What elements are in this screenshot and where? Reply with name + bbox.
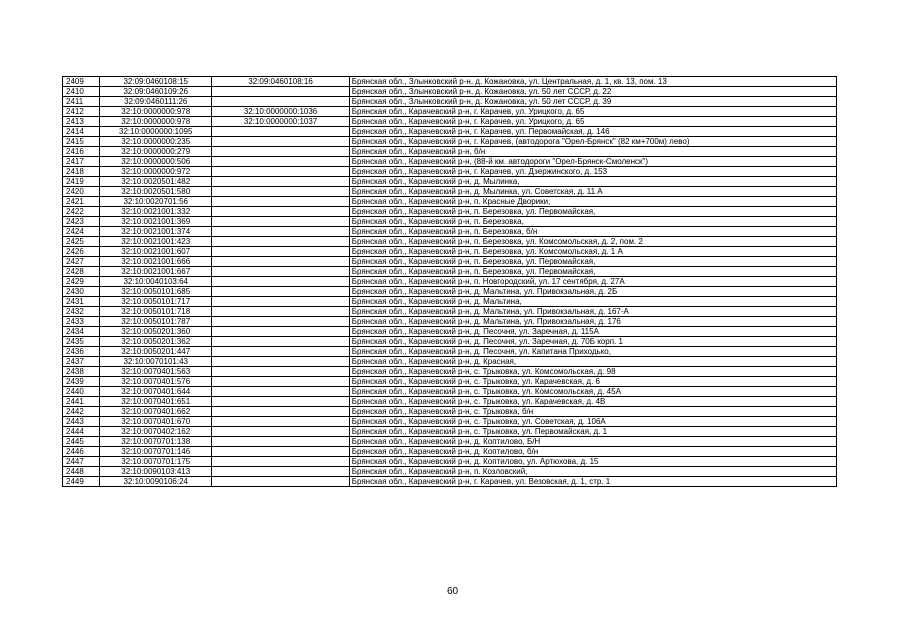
address-cell: Брянская обл., Карачевский р-н, п. Березовка, ул. Первомайская, <box>349 257 836 267</box>
cadastral-number-cell: 32:10:0050101:685 <box>100 287 212 297</box>
cadastral-number-cell: 32:10:0070401:651 <box>100 397 212 407</box>
table-row <box>63 427 837 437</box>
cadastral-number-cell: 32:10:0090106:24 <box>100 477 212 487</box>
cadastral-number-cell: 32:10:0021001:666 <box>100 257 212 267</box>
address-cell: Брянская обл., Карачевский р-н, б/н <box>349 147 836 157</box>
table-row <box>63 337 837 347</box>
table-row <box>63 317 837 327</box>
related-cadastral-number-cell <box>212 237 349 247</box>
row-number-cell: 2429 <box>63 277 100 287</box>
table-row <box>63 147 837 157</box>
table-row <box>63 417 837 427</box>
row-number-cell: 2443 <box>63 417 100 427</box>
address-cell: Брянская обл., Карачевский р-н, г. Карачев, ул. Урицкого, д. 65 <box>349 107 836 117</box>
table-body <box>63 77 837 487</box>
row-number-cell: 2409 <box>63 77 100 87</box>
address-cell: Брянская обл., Злынковский р-н, д. Кожановка, ул. 50 лет СССР, д. 39 <box>349 97 836 107</box>
related-cadastral-number-cell <box>212 467 349 477</box>
cadastral-number-cell: 32:10:0021001:369 <box>100 217 212 227</box>
row-number-cell: 2420 <box>63 187 100 197</box>
cadastral-number-cell: 32:10:0070401:644 <box>100 387 212 397</box>
cadastral-number-cell: 32:09:0460108:15 <box>100 77 212 87</box>
address-cell: Брянская обл., Карачевский р-н, г. Карачев, ул. Везовская, д. 1, стр. 1 <box>349 477 836 487</box>
related-cadastral-number-cell <box>212 347 349 357</box>
table-row <box>63 467 837 477</box>
address-cell: Брянская обл., Карачевский р-н, д. Коптилово, ул. Артюхова, д. 15 <box>349 457 836 467</box>
cadastral-number-cell: 32:10:0070402:162 <box>100 427 212 437</box>
row-number-cell: 2431 <box>63 297 100 307</box>
table-row <box>63 107 837 117</box>
address-cell: Брянская обл., Карачевский р-н, п. Березовка, б/н <box>349 227 836 237</box>
address-cell: Брянская обл., Карачевский р-н, с. Трыковка, б/н <box>349 407 836 417</box>
related-cadastral-number-cell <box>212 437 349 447</box>
row-number-cell: 2418 <box>63 167 100 177</box>
row-number-cell: 2430 <box>63 287 100 297</box>
address-cell: Брянская обл., Карачевский р-н, д. Мальтина, <box>349 297 836 307</box>
cadastral-number-cell: 32:10:0070401:563 <box>100 367 212 377</box>
table-row <box>63 307 837 317</box>
table-row <box>63 407 837 417</box>
related-cadastral-number-cell <box>212 267 349 277</box>
related-cadastral-number-cell <box>212 217 349 227</box>
related-cadastral-number-cell <box>212 447 349 457</box>
table-row <box>63 457 837 467</box>
row-number-cell: 2440 <box>63 387 100 397</box>
address-cell: Брянская обл., Карачевский р-н, д. Песочня, ул. Заречная, д. 70Б корп. 1 <box>349 337 836 347</box>
table-row <box>63 267 837 277</box>
table-row <box>63 187 837 197</box>
related-cadastral-number-cell <box>212 97 349 107</box>
table-row <box>63 167 837 177</box>
address-cell: Брянская обл., Карачевский р-н, д. Мальтина, ул. Привокзальная, д. 167-А <box>349 307 836 317</box>
related-cadastral-number-cell: 32:09:0460108:16 <box>212 77 349 87</box>
table-row <box>63 447 837 457</box>
table-row <box>63 237 837 247</box>
address-cell: Брянская обл., Карачевский р-н, п. Козловский, <box>349 467 836 477</box>
row-number-cell: 2438 <box>63 367 100 377</box>
cadastral-number-cell: 32:10:0050201:447 <box>100 347 212 357</box>
cadastral-number-cell: 32:09:0460111:26 <box>100 97 212 107</box>
row-number-cell: 2432 <box>63 307 100 317</box>
address-cell: Брянская обл., Карачевский р-н, г. Карачев, (автодорога "Орел-Брянск" (82 км+700м) лево) <box>349 137 836 147</box>
row-number-cell: 2416 <box>63 147 100 157</box>
row-number-cell: 2446 <box>63 447 100 457</box>
row-number-cell: 2425 <box>63 237 100 247</box>
row-number-cell: 2410 <box>63 87 100 97</box>
row-number-cell: 2433 <box>63 317 100 327</box>
cadastral-number-cell: 32:10:0050201:362 <box>100 337 212 347</box>
related-cadastral-number-cell <box>212 227 349 237</box>
related-cadastral-number-cell <box>212 477 349 487</box>
cadastral-number-cell: 32:10:0000000:972 <box>100 167 212 177</box>
table-row <box>63 297 837 307</box>
table-row <box>63 477 837 487</box>
cadastral-number-cell: 32:10:0000000:279 <box>100 147 212 157</box>
address-cell: Брянская обл., Карачевский р-н, д. Мылинка, ул. Советская, д. 11 А <box>349 187 836 197</box>
row-number-cell: 2434 <box>63 327 100 337</box>
table-row <box>63 367 837 377</box>
cadastral-number-cell: 32:10:0090103:413 <box>100 467 212 477</box>
related-cadastral-number-cell <box>212 327 349 337</box>
row-number-cell: 2426 <box>63 247 100 257</box>
row-number-cell: 2428 <box>63 267 100 277</box>
related-cadastral-number-cell <box>212 337 349 347</box>
related-cadastral-number-cell <box>212 157 349 167</box>
address-cell: Брянская обл., Карачевский р-н, п. Березовка, <box>349 217 836 227</box>
row-number-cell: 2415 <box>63 137 100 147</box>
cadastral-number-cell: 32:10:0021001:667 <box>100 267 212 277</box>
table-row <box>63 347 837 357</box>
row-number-cell: 2412 <box>63 107 100 117</box>
page-number: 60 <box>446 586 459 597</box>
row-number-cell: 2419 <box>63 177 100 187</box>
row-number-cell: 2441 <box>63 397 100 407</box>
table-row <box>63 277 837 287</box>
address-cell: Брянская обл., Злынковский р-н, д. Кожановка, ул. Центральная, д. 1, кв. 13, пом. 13 <box>349 77 836 87</box>
related-cadastral-number-cell <box>212 307 349 317</box>
related-cadastral-number-cell <box>212 387 349 397</box>
address-cell: Брянская обл., Карачевский р-н, п. Березовка, ул. Первомайская, <box>349 207 836 217</box>
address-cell: Брянская обл., Карачевский р-н, д. Красная, <box>349 357 836 367</box>
related-cadastral-number-cell <box>212 167 349 177</box>
related-cadastral-number-cell <box>212 147 349 157</box>
related-cadastral-number-cell <box>212 87 349 97</box>
related-cadastral-number-cell <box>212 247 349 257</box>
cadastral-number-cell: 32:10:0020701:56 <box>100 197 212 207</box>
address-cell: Брянская обл., Карачевский р-н, с. Трыковка, ул. Первомайская, д. 1 <box>349 427 836 437</box>
row-number-cell: 2424 <box>63 227 100 237</box>
address-cell: Брянская обл., Карачевский р-н, д. Коптилово, б/н <box>349 447 836 457</box>
address-cell: Брянская обл., Карачевский р-н, г. Карачев, ул. Урицкого, д. 65 <box>349 117 836 127</box>
related-cadastral-number-cell <box>212 257 349 267</box>
row-number-cell: 2414 <box>63 127 100 137</box>
cadastral-number-cell: 32:10:0000000:506 <box>100 157 212 167</box>
table-row <box>63 117 837 127</box>
related-cadastral-number-cell <box>212 407 349 417</box>
related-cadastral-number-cell: 32:10:0000000:1036 <box>212 107 349 117</box>
table-row <box>63 137 837 147</box>
cadastral-number-cell: 32:10:0050101:718 <box>100 307 212 317</box>
related-cadastral-number-cell <box>212 357 349 367</box>
related-cadastral-number-cell <box>212 317 349 327</box>
related-cadastral-number-cell <box>212 137 349 147</box>
table-row <box>63 377 837 387</box>
table-row <box>63 227 837 237</box>
table-row <box>63 327 837 337</box>
cadastral-number-cell: 32:10:0000000:1095 <box>100 127 212 137</box>
row-number-cell: 2447 <box>63 457 100 467</box>
cadastral-number-cell: 32:10:0070401:576 <box>100 377 212 387</box>
cadastral-number-cell: 32:10:0050101:787 <box>100 317 212 327</box>
address-cell: Брянская обл., Карачевский р-н, п. Березовка, ул. Комсомольская, д. 2, пом. 2 <box>349 237 836 247</box>
table-row <box>63 387 837 397</box>
row-number-cell: 2439 <box>63 377 100 387</box>
cadastral-number-cell: 32:09:0460109:26 <box>100 87 212 97</box>
cadastral-number-cell: 32:10:0070701:175 <box>100 457 212 467</box>
table-row <box>63 177 837 187</box>
row-number-cell: 2411 <box>63 97 100 107</box>
related-cadastral-number-cell: 32:10:0000000:1037 <box>212 117 349 127</box>
cadastral-number-cell: 32:10:0021001:423 <box>100 237 212 247</box>
cadastral-number-cell: 32:10:0000000:978 <box>100 107 212 117</box>
cadastral-number-cell: 32:10:0050101:717 <box>100 297 212 307</box>
table-row <box>63 157 837 167</box>
cadastral-number-cell: 32:10:0070701:138 <box>100 437 212 447</box>
cadastral-number-cell: 32:10:0000000:235 <box>100 137 212 147</box>
address-cell: Брянская обл., Карачевский р-н, с. Трыковка, ул. Комсомольская, д. 45А <box>349 387 836 397</box>
related-cadastral-number-cell <box>212 127 349 137</box>
cadastral-number-cell: 32:10:0050201:360 <box>100 327 212 337</box>
row-number-cell: 2422 <box>63 207 100 217</box>
row-number-cell: 2435 <box>63 337 100 347</box>
cadastral-number-cell: 32:10:0021001:374 <box>100 227 212 237</box>
related-cadastral-number-cell <box>212 397 349 407</box>
address-cell: Брянская обл., Карачевский р-н, г. Карачев, ул. Первомайская, д. 146 <box>349 127 836 137</box>
address-cell: Брянская обл., Карачевский р-н, с. Трыковка, ул. Карачевская, д. 6 <box>349 377 836 387</box>
row-number-cell: 2417 <box>63 157 100 167</box>
cadastral-number-cell: 32:10:0000000:978 <box>100 117 212 127</box>
cadastral-number-cell: 32:10:0020501:482 <box>100 177 212 187</box>
related-cadastral-number-cell <box>212 427 349 437</box>
table-row <box>63 87 837 97</box>
related-cadastral-number-cell <box>212 287 349 297</box>
row-number-cell: 2421 <box>63 197 100 207</box>
related-cadastral-number-cell <box>212 207 349 217</box>
row-number-cell: 2413 <box>63 117 100 127</box>
related-cadastral-number-cell <box>212 377 349 387</box>
related-cadastral-number-cell <box>212 367 349 377</box>
address-cell: Брянская обл., Карачевский р-н, д. Мальтина, ул. Привокзальная, д. 176 <box>349 317 836 327</box>
related-cadastral-number-cell <box>212 197 349 207</box>
table-row <box>63 357 837 367</box>
address-cell: Брянская обл., Карачевский р-н, с. Трыковка, ул. Карачевская, д. 4В <box>349 397 836 407</box>
address-cell: Брянская обл., Карачевский р-н, д. Мальтина, ул. Привокзальная, д. 2Б <box>349 287 836 297</box>
table-row <box>63 207 837 217</box>
address-cell: Брянская обл., Злынковский р-н, д. Кожановка, ул. 50 лет СССР, д. 22 <box>349 87 836 97</box>
row-number-cell: 2437 <box>63 357 100 367</box>
address-cell: Брянская обл., Карачевский р-н, д. Песочня, ул. Капитана Приходько, <box>349 347 836 357</box>
address-cell: Брянская обл., Карачевский р-н, п. Красные Дворики, <box>349 197 836 207</box>
related-cadastral-number-cell <box>212 297 349 307</box>
table-row <box>63 127 837 137</box>
cadastral-number-cell: 32:10:0020501:580 <box>100 187 212 197</box>
related-cadastral-number-cell <box>212 277 349 287</box>
cadastral-number-cell: 32:10:0070401:662 <box>100 407 212 417</box>
property-table <box>62 76 837 487</box>
address-cell: Брянская обл., Карачевский р-н, п. Березовка, ул. Комсомольская, д. 1 А <box>349 247 836 257</box>
cadastral-number-cell: 32:10:0070101:43 <box>100 357 212 367</box>
row-number-cell: 2423 <box>63 217 100 227</box>
table-row <box>63 97 837 107</box>
cadastral-number-cell: 32:10:0070401:670 <box>100 417 212 427</box>
cadastral-number-cell: 32:10:0040103:64 <box>100 277 212 287</box>
table-row <box>63 437 837 447</box>
address-cell: Брянская обл., Карачевский р-н, г. Карачев, ул. Дзержинского, д. 153 <box>349 167 836 177</box>
address-cell: Брянская обл., Карачевский р-н, с. Трыковка, ул. Советская, д. 106А <box>349 417 836 427</box>
address-cell: Брянская обл., Карачевский р-н, д. Мылинка, <box>349 177 836 187</box>
row-number-cell: 2444 <box>63 427 100 437</box>
address-cell: Брянская обл., Карачевский р-н, (88-й км. автодороги "Орел-Брянск-Смоленск") <box>349 157 836 167</box>
table-row <box>63 397 837 407</box>
row-number-cell: 2448 <box>63 467 100 477</box>
related-cadastral-number-cell <box>212 417 349 427</box>
table-row <box>63 197 837 207</box>
related-cadastral-number-cell <box>212 177 349 187</box>
row-number-cell: 2442 <box>63 407 100 417</box>
row-number-cell: 2445 <box>63 437 100 447</box>
cadastral-number-cell: 32:10:0021001:332 <box>100 207 212 217</box>
related-cadastral-number-cell <box>212 187 349 197</box>
row-number-cell: 2436 <box>63 347 100 357</box>
table-row <box>63 247 837 257</box>
row-number-cell: 2449 <box>63 477 100 487</box>
address-cell: Брянская обл., Карачевский р-н, п. Новгородский, ул. 17 сентября, д. 27А <box>349 277 836 287</box>
cadastral-number-cell: 32:10:0021001:607 <box>100 247 212 257</box>
address-cell: Брянская обл., Карачевский р-н, д. Песочня, ул. Заречная, д. 115А <box>349 327 836 337</box>
row-number-cell: 2427 <box>63 257 100 267</box>
address-cell: Брянская обл., Карачевский р-н, д. Коптилово, Б/Н <box>349 437 836 447</box>
table-row <box>63 257 837 267</box>
table-row <box>63 77 837 87</box>
address-cell: Брянская обл., Карачевский р-н, п. Березовка, ул. Первомайская, <box>349 267 836 277</box>
cadastral-number-cell: 32:10:0070701:146 <box>100 447 212 457</box>
related-cadastral-number-cell <box>212 457 349 467</box>
table-row <box>63 287 837 297</box>
table-row <box>63 217 837 227</box>
address-cell: Брянская обл., Карачевский р-н, с. Трыковка, ул. Комсомольская, д. 98 <box>349 367 836 377</box>
